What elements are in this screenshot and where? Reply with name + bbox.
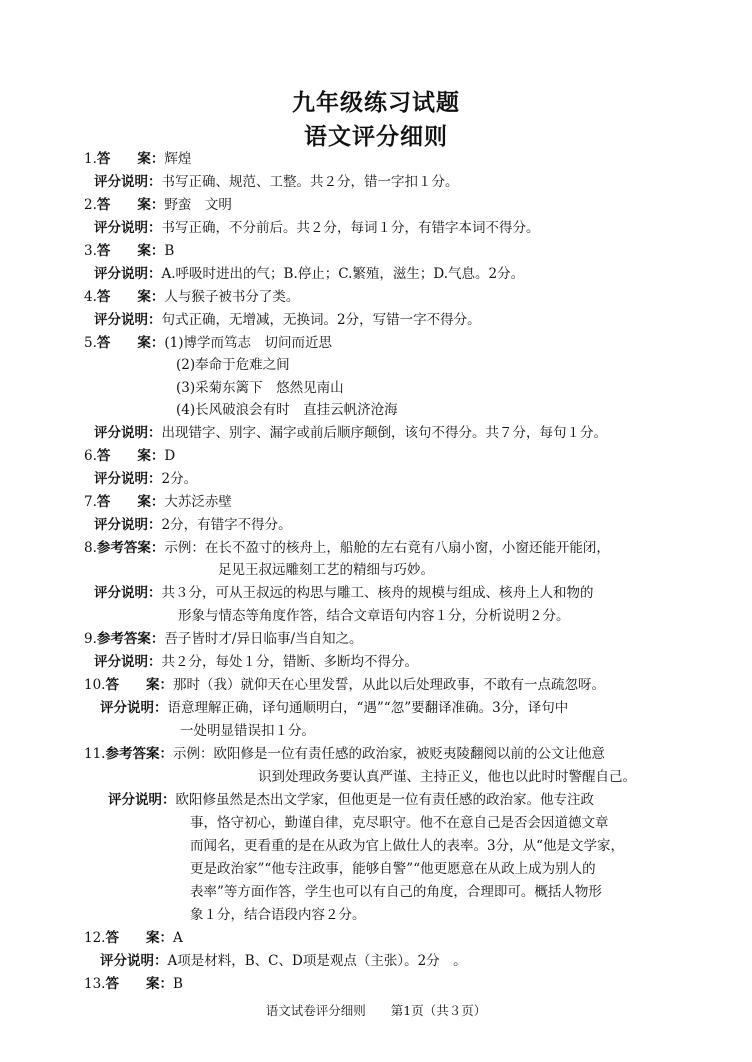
grading-line-q12 bbox=[84, 929, 183, 947]
grading-line-q10 bbox=[84, 676, 605, 694]
line-text: 那时（我）就仰天在心里发誓，从此以后处理政事，不敢有一点疏忽呀。 bbox=[172, 677, 605, 693]
question-number: 5. bbox=[84, 335, 97, 351]
line-text: B bbox=[172, 976, 183, 992]
line-text: A项是材料，B、C、D项是观点（主张）。2分 。 bbox=[167, 953, 467, 969]
grading-line-q11s2 bbox=[190, 814, 609, 832]
scoring-label: 评分说明： bbox=[94, 585, 162, 601]
grading-line-q3 bbox=[84, 242, 174, 260]
question-number: 12. bbox=[84, 930, 106, 946]
answer-label: 答 案： bbox=[96, 151, 165, 167]
line-text: 2分。 bbox=[161, 471, 198, 487]
answer-label: 参考答案： bbox=[96, 540, 165, 556]
answer-label: 答 案： bbox=[96, 494, 165, 510]
line-text: 象１分，结合语段内容２分。 bbox=[190, 907, 366, 923]
answer-label: 答 案： bbox=[105, 930, 173, 946]
grading-line-q2 bbox=[84, 196, 232, 214]
answer-label: 答 案： bbox=[96, 197, 165, 213]
grading-line-q11s4 bbox=[190, 860, 596, 878]
question-number: 3. bbox=[84, 243, 97, 259]
question-number: 2. bbox=[84, 197, 97, 213]
grading-line-q5s bbox=[94, 424, 607, 442]
line-text: 辉煌 bbox=[164, 151, 192, 167]
grading-line-q5 bbox=[84, 334, 332, 352]
line-text: 书写正确、规范、工整。共２分，错一字扣１分。 bbox=[161, 174, 459, 190]
line-text: 表率”等方面作答，学生也可以有自己的角度，合理即可。概括人物形 bbox=[190, 884, 602, 900]
grading-line-q8 bbox=[84, 539, 610, 557]
scoring-label: 评分说明： bbox=[94, 471, 162, 487]
grading-line-q4s bbox=[94, 311, 481, 329]
line-text: 书写正确，不分前后。共２分，每词１分，有错字本词不得分。 bbox=[161, 220, 540, 236]
grading-line-q9 bbox=[84, 630, 363, 648]
scoring-label: 评分说明： bbox=[100, 953, 168, 969]
question-number: 13. bbox=[84, 976, 106, 992]
grading-line-q1s bbox=[94, 173, 459, 191]
grading-line-q10s2 bbox=[180, 722, 315, 740]
question-number: 10. bbox=[84, 677, 106, 693]
grading-line-q8b bbox=[218, 561, 434, 579]
answer-label: 答 案： bbox=[96, 335, 165, 351]
question-number: 8. bbox=[84, 540, 97, 556]
line-text: 足见王叔远雕刻工艺的精细与巧妙。 bbox=[218, 562, 434, 578]
line-text: 示例：欧阳修是一位有责任感的政治家，被贬夷陵翻阅以前的公文让他意 bbox=[172, 746, 605, 762]
grading-line-q7 bbox=[84, 493, 232, 511]
line-text: 句式正确，无增减，无换词。2分，写错一字不得分。 bbox=[161, 312, 481, 328]
scoring-label: 评分说明： bbox=[100, 700, 168, 716]
line-text: (4)长风破浪会有时 直挂云帆济沧海 bbox=[176, 402, 398, 418]
line-text: D bbox=[164, 448, 176, 464]
line-text: A.呼吸时进出的气；B.停止；C.繁殖，滋生；D.气息。2分。 bbox=[161, 266, 525, 282]
grading-line-q11s bbox=[108, 791, 594, 809]
line-text: 欧阳修虽然是杰出文学家，但他更是一位有责任感的政治家。他专注政 bbox=[175, 792, 594, 808]
scoring-label: 评分说明： bbox=[94, 174, 162, 190]
grading-line-q2s bbox=[94, 219, 540, 237]
scoring-label: 评分说明： bbox=[94, 312, 162, 328]
grading-line-q9s bbox=[94, 653, 418, 671]
page-title: 九年级练习试题 bbox=[292, 89, 460, 116]
line-text: 一处明显错误扣１分。 bbox=[180, 723, 315, 739]
answer-label: 答 案： bbox=[105, 677, 173, 693]
grading-line-q5c bbox=[176, 379, 344, 397]
grading-line-q8s2 bbox=[178, 607, 570, 625]
grading-line-q6s bbox=[94, 470, 197, 488]
line-text: 语意理解正确，译句通顺明白，“遇”“忽”要翻译准确。3分，译句中 bbox=[167, 700, 569, 716]
line-text: 而闻名，更看重的是在从政为官上做仕人的表率。3分，从“他是文学家， bbox=[190, 838, 624, 854]
line-text: B bbox=[164, 243, 175, 259]
scoring-label: 评分说明： bbox=[94, 517, 162, 533]
grading-line-q13 bbox=[84, 975, 183, 993]
line-text: (1)博学而笃志 切问而近思 bbox=[164, 335, 333, 351]
grading-line-q11s6 bbox=[190, 906, 366, 924]
grading-line-q11s3 bbox=[190, 837, 624, 855]
answer-label: 参考答案： bbox=[96, 631, 165, 647]
answer-label: 参考答案： bbox=[105, 746, 173, 762]
line-text: 形象与情态等角度作答，结合文章语句内容１分，分析说明２分。 bbox=[178, 608, 570, 624]
line-text: A bbox=[172, 930, 183, 946]
line-text: 事，恪守初心，勤谨自律，克尽职守。他不在意自己是否会因道德文章 bbox=[190, 815, 609, 831]
line-text: (3)采菊东篱下 悠然见南山 bbox=[176, 380, 344, 396]
line-text: 共２分，每处１分，错断、多断均不得分。 bbox=[161, 654, 418, 670]
grading-line-q10s bbox=[100, 699, 568, 717]
grading-line-q12s bbox=[100, 952, 467, 970]
grading-line-q11b bbox=[258, 768, 636, 786]
page-subtitle: 语文评分细则 bbox=[304, 123, 448, 150]
scoring-label: 评分说明： bbox=[94, 654, 162, 670]
question-number: 7. bbox=[84, 494, 97, 510]
line-text: 吾子皆时才/异日临事/当自知之。 bbox=[164, 631, 363, 647]
grading-line-q11 bbox=[84, 745, 605, 763]
line-text: 共３分，可从王叔远的构思与雕工、核舟的规模与组成、核舟上人和物的 bbox=[161, 585, 594, 601]
answer-label: 答 案： bbox=[96, 243, 165, 259]
scoring-label: 评分说明： bbox=[108, 792, 176, 808]
line-text: 野蛮 文明 bbox=[164, 197, 232, 213]
line-text: 大苏泛赤壁 bbox=[164, 494, 232, 510]
line-text: (2)奉命于危难之间 bbox=[176, 357, 290, 373]
grading-line-q1 bbox=[84, 150, 191, 168]
line-text: 出现错字、别字、漏字或前后顺序颠倒，该句不得分。共７分，每句１分。 bbox=[161, 425, 607, 441]
grading-line-q3s bbox=[94, 265, 524, 283]
scoring-label: 评分说明： bbox=[94, 425, 162, 441]
line-text: 人与猴子被书分了类。 bbox=[164, 289, 300, 305]
scoring-label: 评分说明： bbox=[94, 266, 162, 282]
grading-line-q8s bbox=[94, 584, 594, 602]
question-number: 9. bbox=[84, 631, 97, 647]
question-number: 11. bbox=[84, 746, 106, 762]
scoring-label: 评分说明： bbox=[94, 220, 162, 236]
grading-line-q4 bbox=[84, 288, 299, 306]
line-text: 识到处理政务要认真严谨、主持正义，他也以此时时警醒自己。 bbox=[258, 769, 636, 785]
line-text: 示例：在长不盈寸的核舟上，船舱的左右竟有八扇小窗，小窗还能开能闭， bbox=[164, 540, 610, 556]
answer-label: 答 案： bbox=[96, 289, 165, 305]
grading-line-q5d bbox=[176, 401, 398, 419]
grading-line-q5b bbox=[176, 356, 290, 374]
question-number: 6. bbox=[84, 448, 97, 464]
line-text: 更是政治家”“他专注政事，能够自警”“他更愿意在从政上成为别人的 bbox=[190, 861, 596, 877]
grading-line-q7s bbox=[94, 516, 292, 534]
question-number: 4. bbox=[84, 289, 97, 305]
grading-line-q11s5 bbox=[190, 883, 602, 901]
page-footer: 语文试卷评分细则 第1页（共３页） bbox=[265, 1003, 487, 1018]
answer-label: 答 案： bbox=[105, 976, 173, 992]
grading-line-q6 bbox=[84, 447, 175, 465]
line-text: 2分，有错字不得分。 bbox=[161, 517, 292, 533]
question-number: 1. bbox=[84, 151, 97, 167]
answer-label: 答 案： bbox=[96, 448, 165, 464]
